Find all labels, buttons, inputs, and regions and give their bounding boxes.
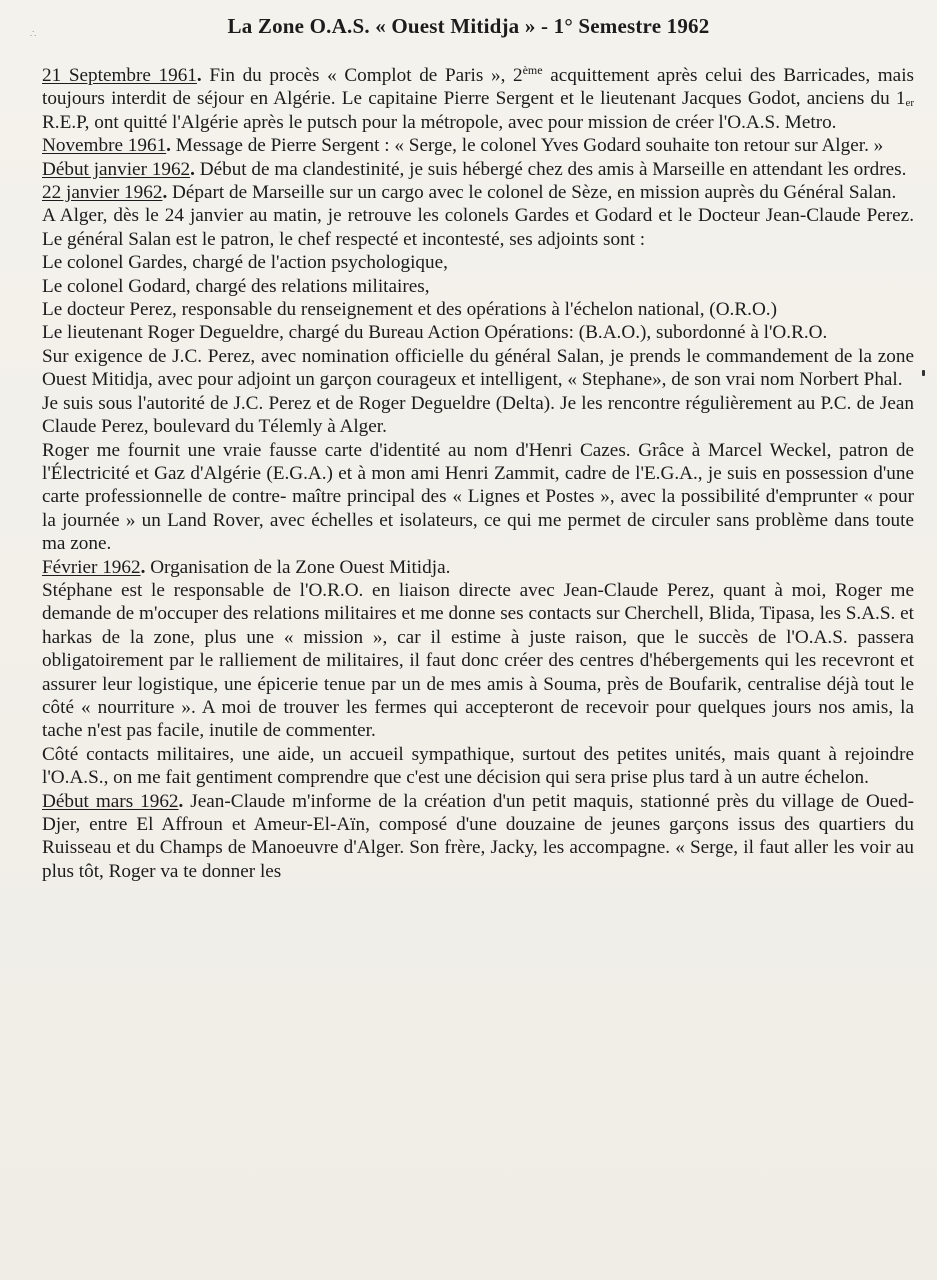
paragraph-february-1962	[42, 556, 914, 579]
date-period: .	[162, 182, 168, 204]
date-heading: Début janvier 1962	[42, 158, 191, 180]
paragraph-gardes: Le colonel Gardes, chargé de l'action psychologique,	[42, 252, 448, 274]
date-period: .	[178, 790, 184, 812]
document-body	[42, 64, 914, 883]
paragraph-autorite: Je suis sous l'autorité de J.C. Perez et de Roger Degueldre (Delta). Je les rencontre régulièrement au P.C. de Jean Claude Perez, boulevard du Télemly à Alger.	[42, 392, 914, 438]
scan-speck	[922, 370, 925, 376]
paragraph-alger: A Alger, dès le 24 janvier au matin, je retrouve les colonels Gardes et Godard et le Docteur Jean-Claude Perez. Le général Salan est le patron, le chef respecté et incontesté, ses adjoints sont :	[42, 205, 914, 250]
paragraph-january-1962	[42, 158, 914, 181]
document-title: La Zone O.A.S. « Ouest Mitidja » - 1° Semestre 1962	[227, 14, 710, 38]
paragraph-text: Message de Pierre Sergent : « Serge, le colonel Yves Godard souhaite ton retour sur Alger. »	[170, 135, 884, 157]
paragraph-commandement: Sur exigence de J.C. Perez, avec nomination officielle du général Salan, je prends le commandement de la zone Ouest Mitidja, avec pour adjoint un garçon courageux et intelligent, « Stephane», de son vrai nom Norbert Phal.	[42, 345, 914, 391]
date-heading: 21 Septembre 1961	[42, 65, 197, 86]
date-period: .	[196, 65, 202, 86]
paragraph-22-january-1962	[42, 181, 914, 204]
paragraph-degueldre: Le lieutenant Roger Degueldre, chargé du Bureau Action Opérations: (B.A.O.), subordonné à l'O.R.O.	[42, 322, 828, 344]
paragraph-text: R.E.P, ont quitté l'Algérie après le putsch pour la métropole, avec pour mission de créer l'O.A.S. Metro.	[42, 111, 837, 133]
paragraph-stephane: Stéphane est le responsable de l'O.R.O. en liaison directe avec Jean-Claude Perez, quant à moi, Roger me demande de m'occuper des relations militaires et me donne ses contacts sur Cherchell, Blida, Tipasa, les S.A.S. et harkas de la zone, plus une « mission », car il estime à juste raison, que le succès de l'O.A.S. passera obligatoirement par le ralliement de militaires, il faut donc créer des centres d'hébergements qui les recevront et assurer leur logistique, une épicerie tenue par un de mes amis à Souma, près de Boufarik, centralise déjà tout le côté « nourriture ». A moi de trouver les fermes qui accepteront de recevoir pour quelques jours nos amis, la tache n'est pas facile, inutile de commenter.	[42, 579, 914, 742]
paragraph-perez: Le docteur Perez, responsable du renseignement et des opérations à l'échelon national, (O.R.O.)	[42, 299, 777, 321]
paragraph-carte-identite: Roger me fournit une vraie fausse carte d'identité au nom d'Henri Cazes. Grâce à Marcel Weckel, patron de l'Électricité et Gaz d'Algérie (E.G.A.) et à mon ami Henri Zammit, cadre de l'E.G.A., je suis en possession d'une carte professionnelle de contre- maître principal des « Lignes et Postes », avec la possibilité d'emprunter « pour la journée » un Land Rover, avec échelles et isolateurs, ce qui me permet de circuler sans problème dans toute ma zone.	[42, 439, 914, 555]
date-heading: Novembre 1961	[42, 135, 167, 157]
scan-speck-icon: ∴	[30, 29, 37, 40]
date-heading: 22 janvier 1962	[42, 182, 163, 204]
date-heading: Début mars 1962	[42, 790, 179, 812]
date-period: .	[190, 158, 195, 180]
paragraph-text: Organisation de la Zone Ouest Mitidja.	[145, 556, 451, 578]
paragraph-november-1961	[42, 134, 914, 157]
superscript: ème	[522, 63, 543, 77]
subscript: er	[905, 97, 914, 110]
date-heading: Février 1962	[42, 556, 141, 578]
paragraph-september-1961	[42, 64, 914, 134]
paragraph-contacts-militaires: Côté contacts militaires, une aide, un accueil sympathique, surtout des petites unités, mais quant à rejoindre l'O.A.S., on me fait gentiment comprendre que c'est une décision qui sera prise plus tard à un autre échelon.	[42, 743, 914, 789]
date-period: .	[140, 556, 146, 578]
date-period: .	[166, 135, 171, 157]
paragraph-march-1962	[42, 790, 914, 884]
paragraph-godard: Le colonel Godard, chargé des relations militaires,	[42, 275, 430, 297]
paragraph-text: Départ de Marseille sur un cargo avec le colonel de Sèze, en mission auprès du Général Salan.	[167, 182, 897, 204]
paragraph-text: Jean-Claude m'informe de la création d'un petit maquis, stationné près du village de Oued-Djer, entre El Affroun et Ameur-El-Aïn, composé d'une douzaine de jeunes garçons issus des quartiers du Ruisseau et du Champs de Manoeuvre d'Alger. Son frère, Jacky, les accompagne. « Serge, il faut aller les voir au plus tôt, Roger va te donner les	[42, 790, 914, 882]
paragraph-text: Fin du procès « Complot de Paris », 2	[201, 65, 523, 86]
paragraph-text: acquittement après celui des Barricades, mais toujours interdit de séjour en Algérie. Le capitaine Pierre Sergent et le lieutenant Jacques Godot, anciens du 1	[42, 65, 914, 110]
paragraph-text: Début de ma clandestinité, je suis hébergé chez des amis à Marseille en attendant les ordres.	[194, 158, 907, 180]
